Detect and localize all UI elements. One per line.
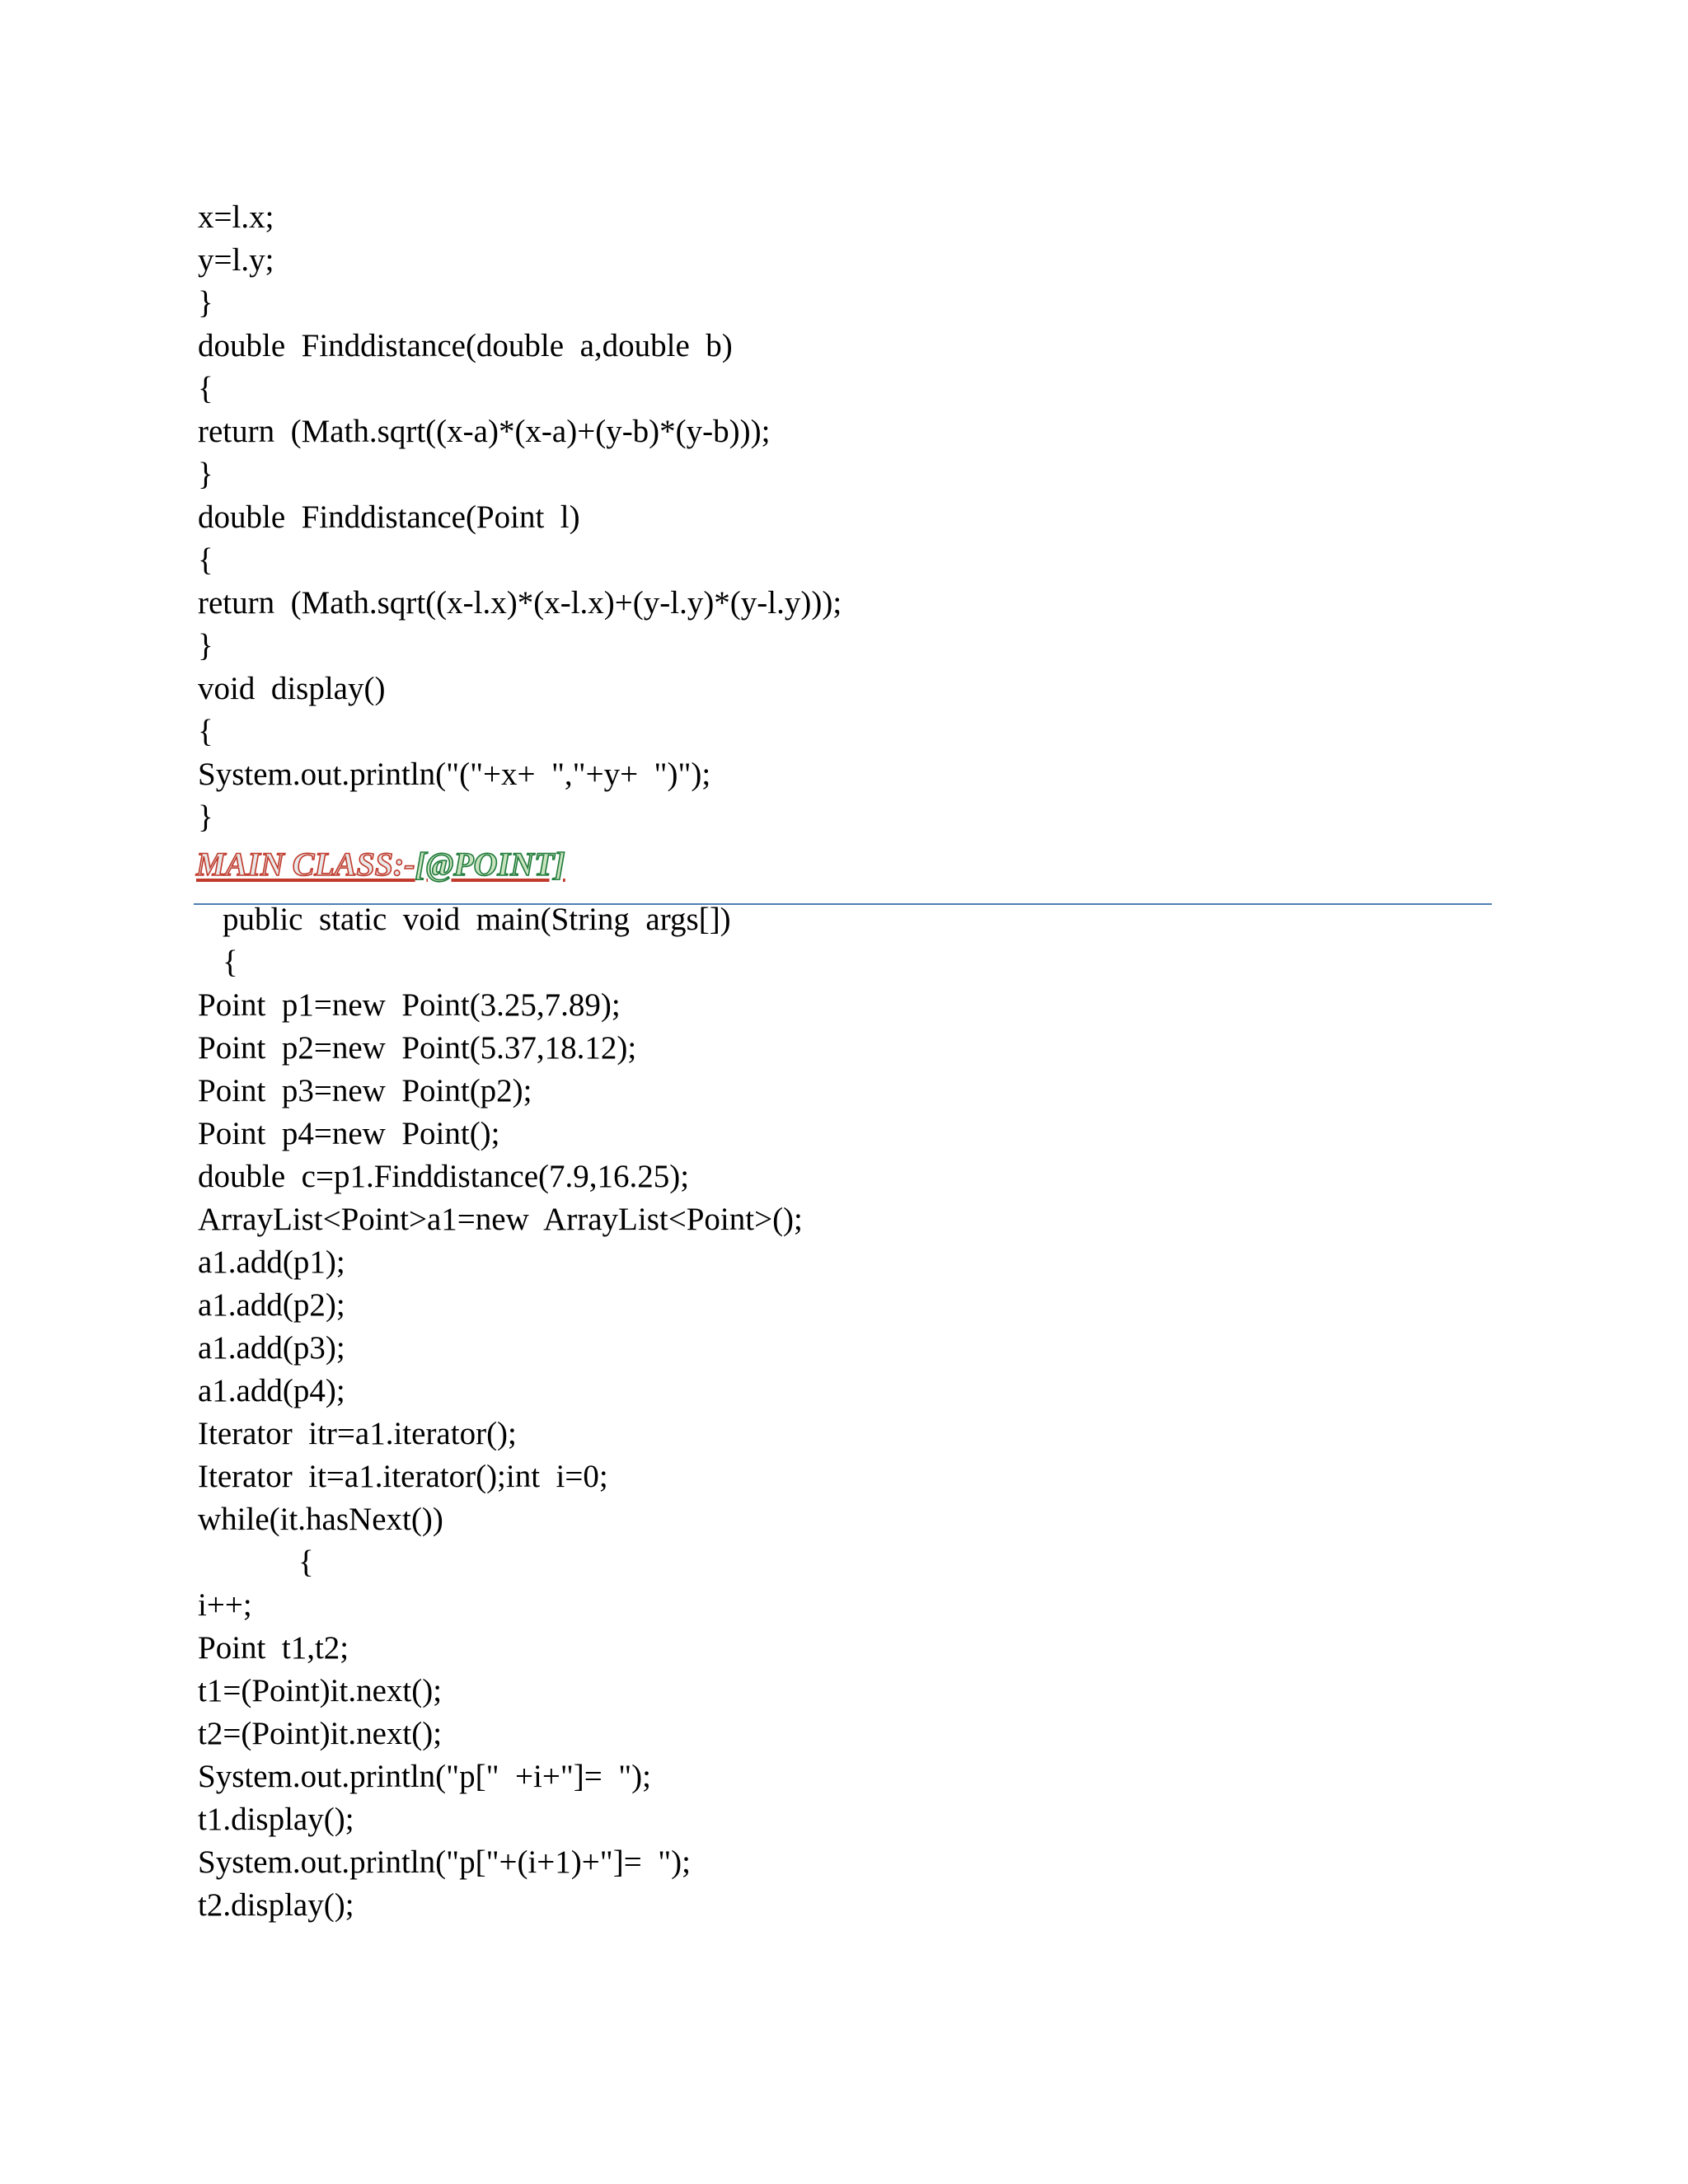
code-line: return (Math.sqrt((x-l.x)*(x-l.x)+(y-l.y)*(y-l.y))); bbox=[198, 585, 842, 621]
code-line: a1.add(p3); bbox=[198, 1330, 345, 1366]
code-line: { bbox=[198, 542, 213, 578]
code-line: { bbox=[198, 371, 213, 406]
code-line: void display() bbox=[198, 671, 386, 706]
code-line: y=l.y; bbox=[198, 242, 274, 278]
code-line: { bbox=[198, 714, 213, 749]
section-heading bbox=[196, 842, 565, 887]
code-line: Point p2=new Point(5.37,18.12); bbox=[198, 1030, 637, 1066]
code-line: t1.display(); bbox=[198, 1802, 354, 1837]
code-line: { bbox=[223, 944, 238, 980]
code-line: Point p4=new Point(); bbox=[198, 1116, 500, 1151]
code-line: i++; bbox=[198, 1587, 252, 1623]
code-line: Iterator itr=a1.iterator(); bbox=[198, 1416, 517, 1451]
code-line: Point t1,t2; bbox=[198, 1630, 349, 1666]
code-line: { bbox=[298, 1544, 314, 1580]
code-line: a1.add(p2); bbox=[198, 1287, 345, 1323]
code-line: a1.add(p4); bbox=[198, 1373, 345, 1408]
code-line: } bbox=[198, 628, 213, 663]
code-line: t1=(Point)it.next(); bbox=[198, 1673, 443, 1708]
heading-bracketed: [@POINT] bbox=[415, 846, 565, 883]
code-line: while(it.hasNext()) bbox=[198, 1502, 443, 1537]
code-line: x=l.x; bbox=[198, 199, 274, 235]
code-line: } bbox=[198, 457, 213, 492]
code-line: } bbox=[198, 799, 213, 835]
code-line: Point p3=new Point(p2); bbox=[198, 1073, 532, 1108]
code-line: System.out.println("("+x+ ","+y+ ")"); bbox=[198, 757, 711, 792]
code-line: double Finddistance(double a,double b) bbox=[198, 328, 733, 363]
code-line: a1.add(p1); bbox=[198, 1244, 345, 1280]
code-line: Iterator it=a1.iterator();int i=0; bbox=[198, 1459, 608, 1494]
code-line: ArrayList<Point>a1=new ArrayList<Point>(); bbox=[198, 1202, 803, 1237]
heading-prefix: MAIN CLASS:- bbox=[196, 846, 415, 883]
code-line: System.out.println("p[" +i+"]= "); bbox=[198, 1759, 651, 1794]
code-line: System.out.println("p["+(i+1)+"]= "); bbox=[198, 1844, 691, 1880]
code-line: t2.display(); bbox=[198, 1887, 354, 1923]
code-line: public static void main(String args[]) bbox=[223, 902, 731, 937]
code-line: } bbox=[198, 285, 213, 321]
code-line: return (Math.sqrt((x-a)*(x-a)+(y-b)*(y-b))); bbox=[198, 414, 771, 449]
code-line: Point p1=new Point(3.25,7.89); bbox=[198, 987, 621, 1023]
code-line: t2=(Point)it.next(); bbox=[198, 1716, 443, 1751]
code-line: double c=p1.Finddistance(7.9,16.25); bbox=[198, 1159, 690, 1194]
code-line: double Finddistance(Point l) bbox=[198, 499, 580, 535]
